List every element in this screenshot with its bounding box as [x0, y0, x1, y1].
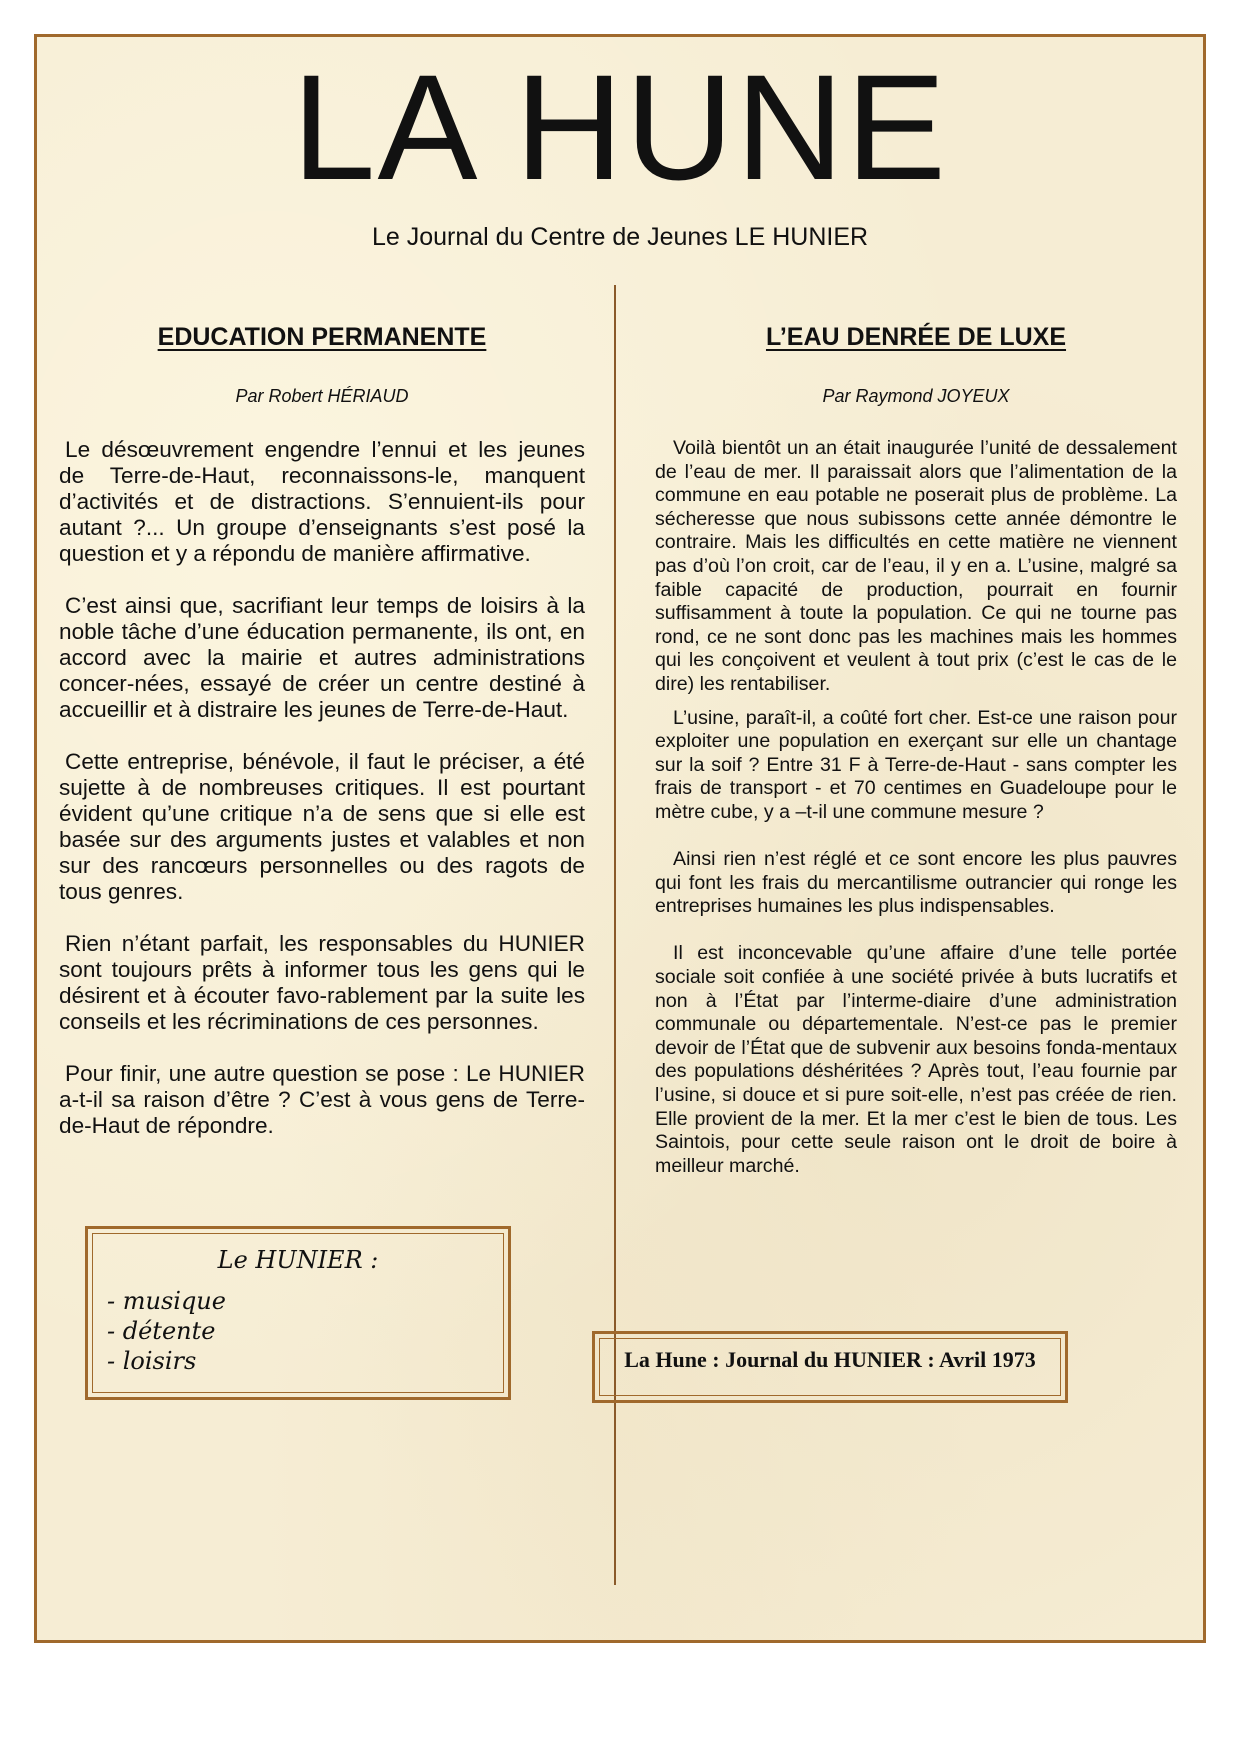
right-article-paragraph: Il est inconcevable qu’une affaire d’une telle portée sociale soit confiée à une société privée à buts lucratifs et non à l’État par l’interme-diaire d’une administration communale ou départementale. N’est-ce pas le premier devoir de l’État que de subvenir aux besoins fonda-mentaux des populations déshéritées ? Après tout, l’eau fournie par l’usine, si douce et si pure soit-elle, n’est pas créée de rien. Elle provient de la mer. Et la mer c’est le bien de tous. Les Saintois, pour cette seule raison ont le droit de boire à meilleur marché. — [655, 942, 1177, 1177]
right-article-paragraph: L’usine, paraît-il, a coûté fort cher. Est-ce une raison pour exploiter une population en exerçant sur elle un chantage sur la soif ? Entre 31 F à Terre-de-Haut - sans compter les frais de transport - et 70 centimes en Guadeloupe pour le mètre cube, y a –t-il une commune mesure ? — [655, 706, 1177, 823]
right-article-paragraph: Ainsi rien n’est réglé et ce sont encore les plus pauvres qui font les frais du mercantilisme outrancier qui ronge les entreprises humaines les plus indispensables. — [655, 848, 1177, 918]
right-article-paragraph: Voilà bientôt un an était inaugurée l’unité de dessalement de l’eau de mer. Il paraissait alors que l’alimentation de la commune en eau potable ne poserait plus de problème. La sécheresse que nous subissons cette année démontre le contraire. Mais les difficultés en cette matière ne viennent pas d’où l’on croit, car de l’eau, il y en a. L’usine, malgré sa faible capacité de production, pourrait en fournir suffisamment à toute la population. Ce qui ne tourne pas rond, ce ne sont donc pas les machines mais les hommes qui les conçoivent et veulent à tout prix (c’est le cas de le dire) les rentabiliser. — [655, 437, 1177, 695]
hunier-box-title: Le HUNIER : — [217, 1246, 379, 1274]
left-article-paragraph: Rien n’étant parfait, les responsables du HUNIER sont toujours prêts à informer tous les gens qui le désirent et à écouter favo-rablement par la suite les conseils et les récriminations de ces personnes. — [59, 931, 585, 1034]
masthead-subtitle: Le Journal du Centre de Jeunes LE HUNIER — [371, 223, 869, 251]
masthead-title: LA HUNE — [292, 43, 948, 211]
hunier-box — [85, 1226, 511, 1400]
left-article — [59, 323, 585, 1165]
footer-box-inner — [599, 1338, 1061, 1396]
left-article-paragraph: Pour finir, une autre question se pose : Le HUNIER a-t-il sa raison d’être ? C’est à vous gens de Terre-de-Haut de répondre. — [59, 1061, 585, 1138]
newspaper-page — [34, 34, 1206, 1643]
hunier-box-inner — [92, 1233, 504, 1393]
left-article-headline: EDUCATION PERMANENTE — [157, 323, 487, 351]
hunier-activity-list — [107, 1286, 503, 1376]
left-article-byline: Par Robert HÉRIAUD — [235, 386, 409, 406]
right-article — [655, 323, 1177, 1202]
right-article-byline: Par Raymond JOYEUX — [822, 386, 1010, 406]
right-article-body — [655, 437, 1177, 1178]
right-article-headline: L’EAU DENRÉE DE LUXE — [765, 323, 1067, 351]
footer-box — [592, 1331, 1068, 1403]
left-article-body — [59, 437, 585, 1139]
hunier-activity-item: - détente — [107, 1317, 216, 1345]
left-article-paragraph: C’est ainsi que, sacrifiant leur temps de loisirs à la noble tâche d’une éducation permanente, ils ont, en accord avec la mairie et autres administrations concer-nées, essayé de créer un centre destiné à accueillir et à distraire les jeunes de Terre-de-Haut. — [59, 593, 585, 722]
hunier-activity-item: - musique — [107, 1287, 226, 1315]
left-article-paragraph: Cette entreprise, bénévole, il faut le préciser, a été sujette à de nombreuses critiques. Il est pourtant évident qu’une critique n’a de sens que si elle est basée sur des arguments justes et valables et non sur des rancœurs personnelles ou des ragots de tous genres. — [59, 749, 585, 904]
hunier-activity-item: - loisirs — [107, 1347, 197, 1375]
footer-text: La Hune : Journal du HUNIER : Avril 1973 — [624, 1347, 1036, 1372]
left-article-paragraph: Le désœuvrement engendre l’ennui et les jeunes de Terre-de-Haut, reconnaissons-le, manquent d’activités et de distractions. S’ennuient-ils pour autant ?... Un groupe d’enseignants s’est posé la question et y a répondu de manière affirmative. — [59, 437, 585, 566]
